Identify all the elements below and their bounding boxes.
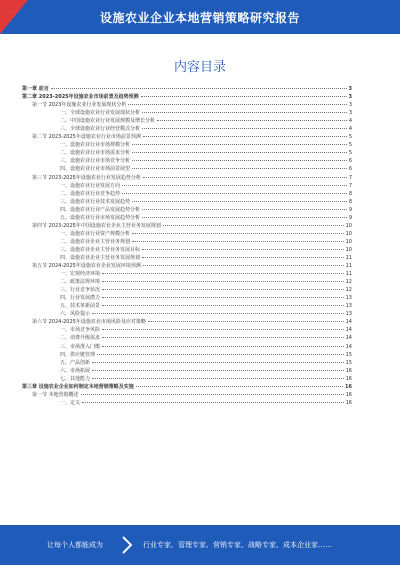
toc-entry-title: 二、设施农业行业市场需求分析 [60,150,131,157]
toc-entry[interactable] [22,246,352,254]
toc-entry-title: 一、宏观经济环境 [60,271,101,278]
dot-leader [82,402,344,403]
toc-entry-title: 第一节 2023年设施农业行业发展现状分析 [32,102,127,109]
toc-entry-page: 14 [345,335,352,342]
toc-entry-page: 3 [348,110,352,117]
toc-entry-page: 6 [348,158,352,165]
dot-leader [142,128,347,129]
toc-entry-title: 三、行业竞争状况 [60,287,101,294]
toc-entry[interactable] [22,343,352,351]
dot-leader [51,88,347,89]
toc-entry[interactable] [22,318,352,326]
footer-slogan-left: 让每个人都能成为 [47,541,103,549]
toc-entry-page: 11 [345,263,352,270]
toc-entry-title: 六、市场拓展 [60,367,91,374]
report-header [0,0,400,34]
toc-entry-title: 一、全球设施农业行业发展现状分析 [60,110,141,117]
toc-entry-title: 第六节 2024-2025年设施农业市场风险及应对策略 [32,319,146,326]
toc-entry-title: 第三章 设施农业企业如何制定本地营销策略及实施 [22,383,134,390]
toc-entry[interactable] [22,133,352,141]
toc-entry[interactable] [22,359,352,367]
toc-entry[interactable] [22,294,352,302]
toc-entry-title: 四、行业发展潜力 [60,295,101,302]
toc-entry-page: 5 [348,142,352,149]
toc-entry[interactable] [22,375,352,383]
toc-entry-page: 14 [345,343,352,350]
toc-entry[interactable] [22,93,352,101]
toc-entry[interactable] [22,302,352,310]
dot-leader [102,305,344,306]
dot-leader [141,96,347,97]
toc-entry[interactable] [22,101,352,109]
dot-leader [142,249,344,250]
toc-entry[interactable] [22,190,352,198]
toc-entry[interactable] [22,165,352,173]
toc-entry[interactable] [22,367,352,375]
toc-entry-title: 二、设施农业行业竞争趋势 [60,190,121,197]
toc-entry-page: 11 [345,271,352,278]
toc-entry-page: 9 [348,206,352,213]
toc-entry[interactable] [22,391,352,399]
dot-leader [122,193,347,194]
toc-entry-title: 五、技术革新前景 [60,303,101,310]
toc-entry-title: 四、供应链管理 [60,351,96,358]
toc-entry-title: 三、全球设施农业行业经营模式分析 [60,126,141,133]
dot-leader [102,281,344,282]
toc-entry-page: 3 [348,102,352,109]
dot-leader [142,257,344,258]
dot-leader [92,378,344,379]
dot-leader [102,329,344,330]
report-title: 设施农业企业本地营销策略研究报告 [99,11,300,25]
toc-entry[interactable] [22,141,352,149]
dot-leader [132,152,347,153]
toc-entry[interactable] [22,109,352,117]
toc-entry[interactable] [22,278,352,286]
toc-entry-title: 四、设施农业行业市场前景展望 [60,166,131,173]
toc-entry[interactable] [22,222,352,230]
toc-entry[interactable] [22,238,352,246]
toc-entry-title: 五、设施农业行业市场发展趋势分析 [60,214,141,221]
dot-leader [97,354,344,355]
toc-entry-page: 6 [348,166,352,173]
toc-entry-title: 七、其他能力 [60,375,91,382]
toc-entry[interactable] [22,149,352,157]
toc-entry-page: 15 [345,351,352,358]
dot-leader [148,321,344,322]
dot-leader [81,394,344,395]
toc-entry-page: 14 [345,319,352,326]
toc-entry[interactable] [22,182,352,190]
toc-entry-page: 12 [345,279,352,286]
toc-entry-page: 8 [348,190,352,197]
toc-entry-page: 13 [345,311,352,318]
toc-entry-page: 16 [345,375,352,382]
toc-entry[interactable] [22,310,352,318]
toc-entry-title: 一、设施农业行业资产规模分析 [60,230,131,237]
toc-entry[interactable] [22,334,352,342]
toc-entry-page: 3 [348,86,352,92]
toc-entry[interactable] [22,262,352,270]
dot-leader [143,265,344,266]
footer-slogan-right: 行业专家、管理专家、营销专家、战略专家、成本企业家…… [143,541,332,549]
toc-entry-title: 第二节 2023-2025年设施农业行业市场前景预测 [32,134,141,141]
toc-entry[interactable] [22,198,352,206]
toc-entry-title: 第二章 2023-2025年设施农业市场前景及趋势预测 [22,94,139,101]
toc-entry-page: 5 [348,150,352,157]
toc-entry[interactable] [22,286,352,294]
chevron-right-icon [120,535,134,555]
toc-entry[interactable] [22,174,352,182]
dot-leader [142,217,347,218]
dot-leader [142,209,347,210]
toc-entry-page: 11 [345,254,352,261]
dot-leader [143,177,347,178]
toc-heading: 内容目录 [173,60,226,75]
dot-leader [122,185,347,186]
dot-leader [132,241,344,242]
toc-entry[interactable] [22,206,352,214]
toc-entry-title: 二、政策法规环境 [60,279,101,286]
toc-entry-title: 四、设施农业企业主营业务发展规划 [60,254,141,261]
toc-entry-title: 三、设施农业企业主营业务发展目标 [60,246,141,253]
dot-leader [102,346,344,347]
toc-entry-page: 14 [345,327,352,334]
toc-entry-title: 第一章 前言 [22,86,49,92]
toc-entry[interactable] [22,399,352,407]
toc-entry-page: 7 [348,174,352,181]
dot-leader [157,120,347,121]
dot-leader [163,225,344,226]
toc-entry-title: 二、设施农业企业主营业务规划 [60,238,131,245]
toc-entry-page: 15 [345,359,352,366]
toc-entry-title: 三、设施农业行业技术发展趋势 [60,198,131,205]
toc-entry-page: 8 [348,198,352,205]
toc-entry-title: 五、产品创新 [60,359,91,366]
toc-entry-title: 六、风险提示 [60,311,91,318]
dot-leader [92,362,344,363]
toc-entry-page: 10 [345,238,352,245]
toc-entry-page: 16 [345,383,352,390]
toc-entry-title: 第五节 2024-2025年设施农业企业发展环境预测 [32,263,141,270]
dot-leader [142,112,347,113]
toc-entry-page: 10 [345,222,352,229]
toc-entry-page: 4 [348,118,352,125]
footer-banner [0,525,400,565]
toc-entry-title: 三、设施农业行业市场竞争分析 [60,158,131,165]
dot-leader [132,233,344,234]
toc-entry-page: 12 [345,287,352,294]
toc-entry-page: 13 [345,295,352,302]
toc-entry-page: 16 [345,399,352,406]
toc-entry-page: 5 [348,134,352,141]
dot-leader [128,104,346,105]
toc-entry-page: 4 [348,126,352,133]
toc-entry-page: 9 [348,214,352,221]
toc-entry-title: 四、设施农业行业产品发展趋势分析 [60,206,141,213]
toc-entry-title: 第四节 2023-2025年中国设施农业企业主营业务发展规划 [32,222,161,229]
dot-leader [136,386,343,387]
toc-entry-title: 三、市场准入门槛 [60,343,101,350]
dot-leader [132,160,347,161]
dot-leader [102,289,344,290]
dot-leader [132,201,347,202]
dot-leader [102,337,344,338]
toc-entry[interactable] [22,214,352,222]
toc-entry[interactable] [22,254,352,262]
dot-leader [92,313,344,314]
toc-entry-page: 10 [345,246,352,253]
toc-entry[interactable] [22,157,352,165]
toc-entry[interactable] [22,326,352,334]
toc-entry-title: 一、设施农业行业市场规模分析 [60,142,131,149]
toc-entry[interactable] [22,351,352,359]
toc-entry-title: 第一节 本地营销概述 [32,391,79,398]
toc-entry-title: 第三节 2023-2025年设施农业行业发展趋势分析 [32,174,141,181]
dot-leader [102,273,344,274]
toc-entry-page: 10 [345,230,352,237]
toc-entry-page: 7 [348,182,352,189]
toc-entry-title: 一、设施农业行业发展方向 [60,182,121,189]
toc-entry[interactable] [22,230,352,238]
toc-entry-page: 3 [348,94,352,101]
dot-leader [102,297,344,298]
dot-leader [92,370,344,371]
toc-entry-title: 一、市场竞争风险 [60,327,101,334]
toc-entry[interactable] [22,85,352,93]
dot-leader [132,168,347,169]
toc-entry-title: 二、消费升级需求 [60,335,101,342]
toc-entry-title: 二、中国设施农业行业发展规模及增长分析 [60,118,156,125]
toc-entry[interactable] [22,117,352,125]
toc-entry[interactable] [22,270,352,278]
toc-entry-page: 16 [345,367,352,374]
toc-entry-page: 13 [345,303,352,310]
toc-entry-title: 一、定义 [60,399,81,406]
dot-leader [132,144,347,145]
toc-entry[interactable] [22,125,352,133]
toc-entry-page: 16 [345,391,352,398]
toc-entry[interactable] [22,383,352,391]
table-of-contents [22,85,352,407]
dot-leader [143,136,347,137]
